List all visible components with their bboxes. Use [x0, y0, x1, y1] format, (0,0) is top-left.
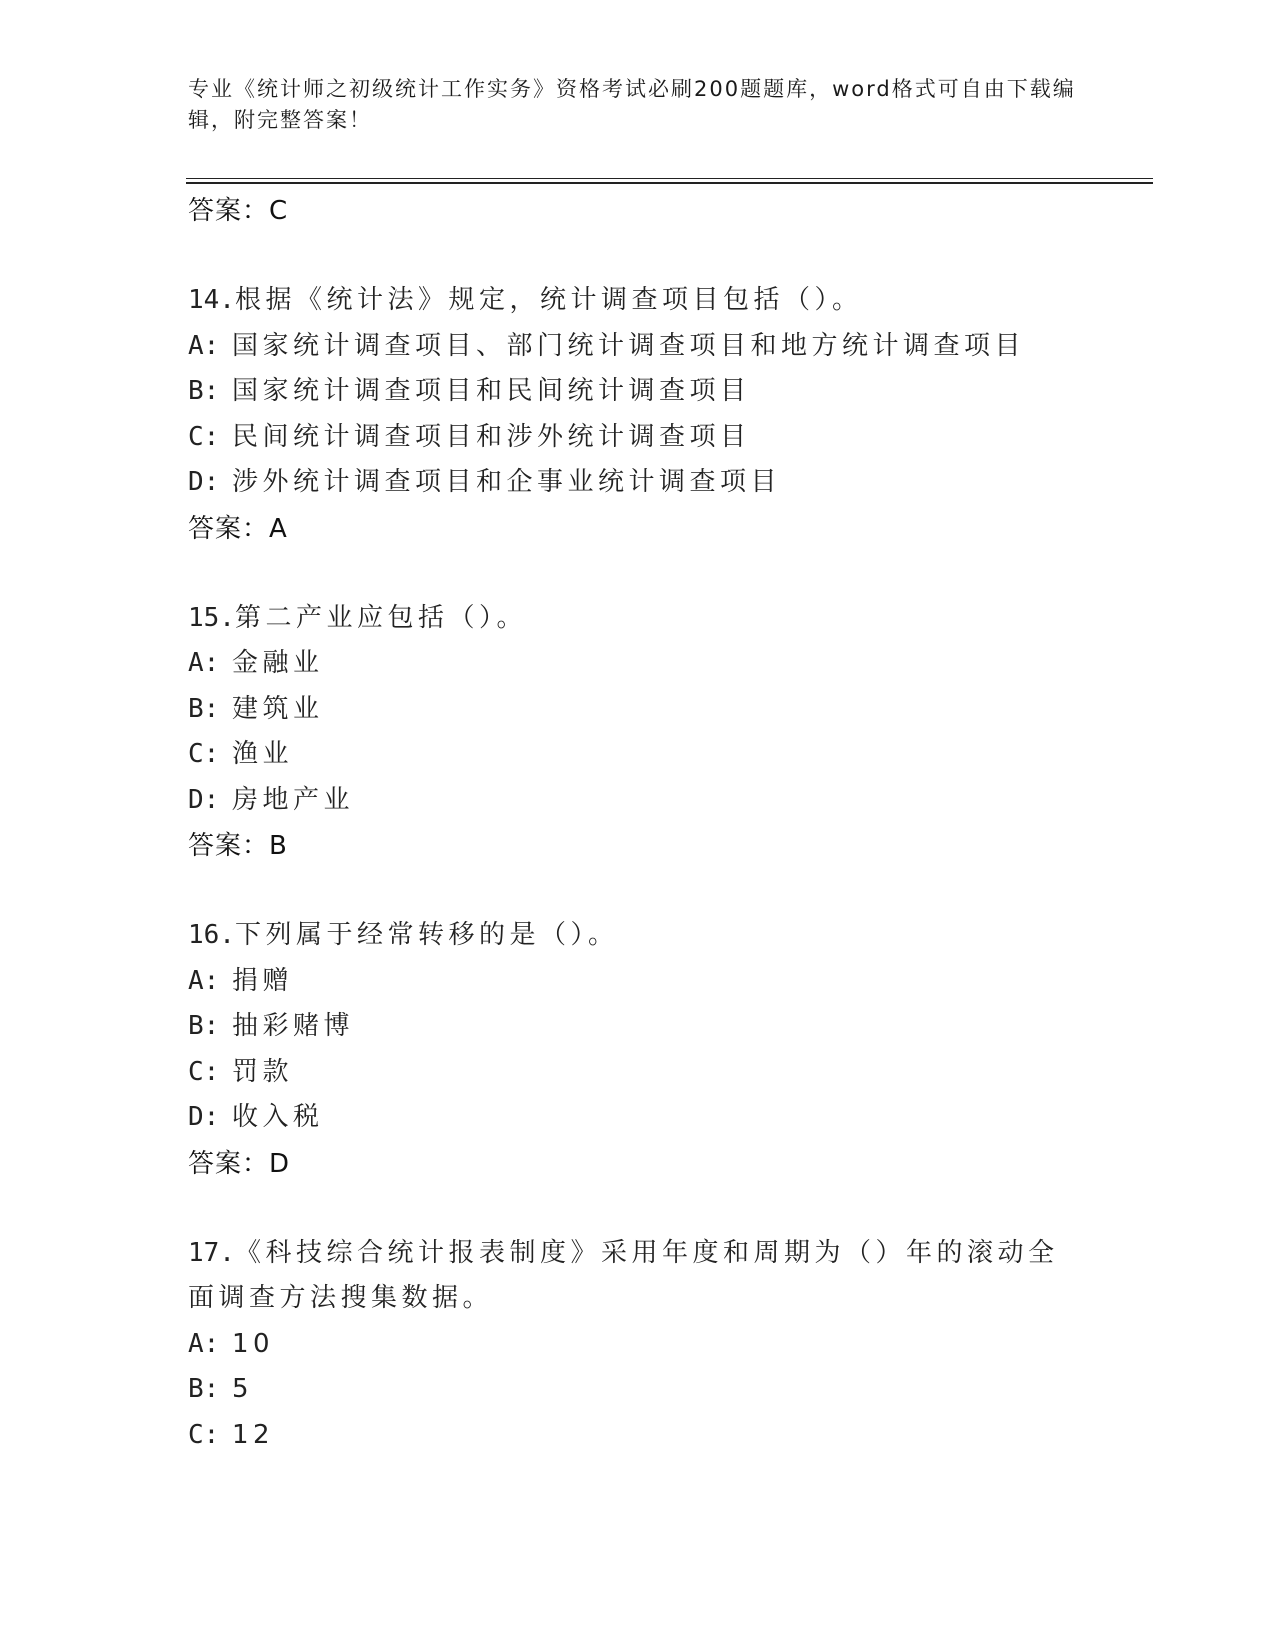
question-block — [188, 596, 1088, 870]
option-key: B: — [188, 376, 220, 406]
answer-line: 答案：D — [188, 1148, 291, 1179]
option-key: C: — [188, 1419, 220, 1450]
option-text: 收入税 — [232, 1102, 324, 1132]
option-text: 房地产业 — [232, 784, 355, 815]
option-item — [188, 415, 1088, 461]
option-key: D: — [188, 1102, 220, 1132]
option-key: B: — [188, 1374, 220, 1404]
option-text: 抽彩赌博 — [232, 1011, 355, 1041]
option-item — [188, 778, 1088, 824]
answer-line: 答案：A — [188, 513, 288, 544]
question-text — [188, 1231, 1088, 1322]
option-key: B: — [188, 1011, 220, 1041]
option-text: 国家统计调查项目和民间统计调查项目 — [232, 376, 751, 406]
option-item — [188, 687, 1088, 733]
option-item — [188, 369, 1088, 415]
question-block — [188, 278, 1088, 552]
option-text: 国家统计调查项目、部门统计调查项目和地方统计调查项目 — [232, 330, 1026, 361]
option-text: 涉外统计调查项目和企事业统计调查项目 — [232, 467, 782, 497]
option-key: C: — [188, 1056, 220, 1087]
option-item — [188, 1095, 1088, 1141]
question-stem: 下列属于经常转移的是（）。 — [234, 920, 619, 950]
option-item — [188, 641, 1088, 687]
option-item — [188, 1367, 1088, 1413]
option-key: A: — [188, 1328, 220, 1359]
option-text: 渔业 — [232, 739, 294, 769]
question-text — [188, 913, 1088, 959]
option-item — [188, 1004, 1088, 1050]
question-stem: 根据《统计法》规定，统计调查项目包括（）。 — [234, 285, 863, 315]
option-item — [188, 1413, 1088, 1459]
question-block — [188, 913, 1088, 1187]
option-key: D: — [188, 784, 220, 815]
option-item — [188, 732, 1088, 778]
option-item — [188, 1322, 1088, 1368]
option-key: A: — [188, 648, 220, 678]
question-number: 16. — [188, 920, 235, 950]
question-stem: 《科技综合统计报表制度》采用年度和周期为（）年的滚动全面调查方法搜集数据。 — [188, 1237, 1059, 1313]
option-item — [188, 460, 1088, 506]
option-key: A: — [188, 330, 220, 361]
option-key: D: — [188, 467, 220, 497]
option-item — [188, 959, 1088, 1005]
document-header: 专业《统计师之初级统计工作实务》资格考试必刷200题题库，word格式可自由下载编辑，附完整答案！ — [188, 77, 1076, 132]
option-key: A: — [188, 965, 220, 996]
answer-line: 答案：B — [188, 831, 288, 861]
option-key: C: — [188, 739, 220, 769]
option-item — [188, 324, 1088, 370]
header-divider-thick — [186, 182, 1153, 184]
option-text: 罚款 — [232, 1056, 294, 1087]
header-divider-thin — [186, 178, 1153, 179]
option-text: 捐赠 — [232, 965, 294, 996]
question-number: 17. — [188, 1237, 235, 1268]
option-text: 金融业 — [232, 648, 324, 678]
option-key: B: — [188, 693, 220, 724]
option-text: 5 — [232, 1374, 254, 1404]
question-number: 14. — [188, 285, 235, 315]
option-item — [188, 1050, 1088, 1096]
option-text: 民间统计调查项目和涉外统计调查项目 — [232, 421, 751, 452]
question-list — [188, 188, 1088, 1458]
option-text: 10 — [232, 1328, 275, 1359]
option-text: 建筑业 — [232, 693, 324, 724]
question-text — [188, 596, 1088, 642]
question-stem: 第二产业应包括（）。 — [234, 602, 527, 633]
question-text — [188, 278, 1088, 324]
question-block — [188, 1231, 1088, 1459]
question-number: 15. — [188, 602, 235, 633]
option-key: C: — [188, 421, 220, 452]
option-text: 12 — [232, 1419, 275, 1450]
questions-container — [188, 278, 1088, 1458]
answer-line: 答案：C — [188, 196, 289, 226]
